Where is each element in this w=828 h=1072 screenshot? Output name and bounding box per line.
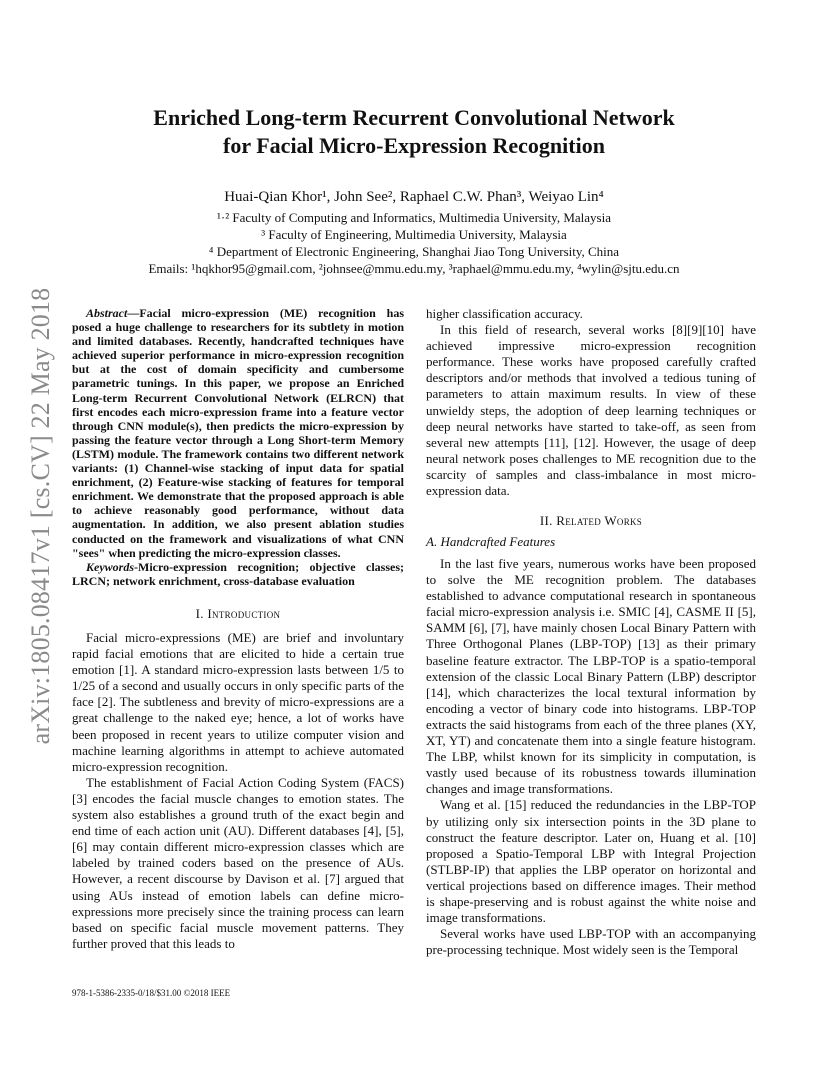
title-line-2: for Facial Micro-Expression Recognition (223, 133, 605, 158)
email-list: Emails: ¹hqkhor95@gmail.com, ²johnsee@mmu.edu.my, ³raphael@mmu.edu.my, ⁴wylin@sjtu.edu.cn (148, 261, 680, 276)
right-paragraph-1: In this field of research, several works [8][9][10] have achieved impressive micro-expression recognition performance. These works have proposed carefully crafted descriptors and/or methods that involved a tedious tuning of parameters to attain maximum results. In view of these unwieldy steps, the adoption of deep learning techniques or deep neural networks have started to take-off, as seen from several new attempts [11], [12]. However, the usage of deep neural network poses challenges to ME recognition due to the scarcity of samples and class-imbalance in most micro-expression data. (426, 322, 756, 499)
abstract-body: —Facial micro-expression (ME) recognition has posed a huge challenge to researchers for its subtlety in motion and limited databases. Recently, handcrafted techniques have achieved superior performance in micro-expression recognition but at the cost of domain specificity and cumbersome parametric tunings. In this paper, we propose an Enriched Long-term Recurrent Convolutional Network (ELRCN) that first encodes each micro-expression frame into a feature vector through CNN module(s), then predicts the micro-expression by passing the feature vector through a Long Short-term Memory (LSTM) module. The framework contains two different network variants: (1) Channel-wise stacking of input data for spatial enrichment, (2) Feature-wise stacking of features for temporal enrichment. We demonstrate that the proposed approach is able to achieve reasonably good performance, without data augmentation. In addition, we also present ablation studies conducted on the framework and visualizations of what CNN "sees" when predicting the micro-expression classes. (72, 306, 404, 560)
affiliation-3: ⁴ Department of Electronic Engineering, Shanghai Jiao Tong University, China (208, 244, 620, 259)
keywords-body: -Micro-expression recognition; objective classes; LRCN; network enrichment, cross-database evaluation (72, 560, 404, 589)
title-line-1: Enriched Long-term Recurrent Convolutional Network (153, 105, 675, 130)
abstract-lead: Abstract (86, 306, 128, 320)
section-heading-introduction: I. Introduction (195, 606, 281, 621)
copyright-footer: 978-1-5386-2335-0/18/$31.00 ©2018 IEEE (72, 988, 231, 998)
introduction-body (72, 630, 404, 952)
right-column-top (426, 306, 756, 499)
intro-paragraph-2: The establishment of Facial Action Coding System (FACS) [3] encodes the facial muscle changes to emotion states. The system also establishes a ground truth of the exact begin and end time of each action unit (AU). Different databases [4], [5], [6] may contain different micro-expression classes which are labeled by trained coders based on the presence of AUs. However, a recent discourse by Davison et al. [7] argued that using AUs instead of emotion labels can define micro-expressions more precisely since the training process can learn based on specific facial muscle movement patterns. They further proved that this leads to (72, 774, 404, 951)
section-heading-related-works: II. Related Works (539, 513, 643, 528)
keywords-lead: Keywords (86, 560, 134, 574)
paper-title (80, 104, 748, 160)
author-list: Huai-Qian Khor¹, John See², Raphael C.W. Phan³, Weiyao Lin⁴ (224, 189, 604, 205)
subsection-heading-handcrafted: A. Handcrafted Features (426, 534, 556, 549)
right-paragraph-2: In the last five years, numerous works have been proposed to solve the ME recognition problem. The databases established to advance computational research in spontaneous facial micro-expression analysis i.e. SMIC [4], CASME II [5], SAMM [6], [7], have mainly chosen Local Binary Pattern with Three Orthogonal Planes (LBP-TOP) [13] as their primary baseline feature extractor. The LBP-TOP is a spatio-temporal extension of the classic Local Binary Pattern (LBP) descriptor [14], which characterizes the local textural information by encoding a vector of binary code into histograms. LBP-TOP extracts the said histograms from each of the three planes (XY, XT, YT) and concatenate them into a single feature histogram. The LBP, whilst known for its simplicity in computation, is vastly used because of its robustness towards illumination changes and image transformations. (426, 556, 756, 797)
affiliation-2: ³ Faculty of Engineering, Multimedia University, Malaysia (261, 227, 567, 242)
right-paragraph-0: higher classification accuracy. (426, 306, 583, 321)
affiliation-1: ¹·² Faculty of Computing and Informatics, Multimedia University, Malaysia (217, 210, 611, 225)
right-paragraph-3: Wang et al. [15] reduced the redundancies in the LBP-TOP by utilizing only six intersection points in the 3D plane to construct the feature descriptor. Later on, Huang et al. [10] proposed a Spatio-Temporal LBP with Integral Projection (STLBP-IP) that applies the LBP operator on horizontal and vertical projections based on difference images. Their method is shape-preserving and is robust against the white noise and image transformations. (426, 797, 756, 926)
abstract (72, 306, 404, 560)
arxiv-stamp-text: arXiv:1805.08417v1 [cs.CV] 22 May 2018 (26, 287, 55, 745)
intro-paragraph-1: Facial micro-expressions (ME) are brief and involuntary rapid facial emotions that are elicited to hide a certain true emotion [1]. A standard micro-expression lasts between 1/5 to 1/25 of a second and usually occurs in only specific parts of the face [2]. The subtleness and brevity of micro-expressions are a great challenge to the naked eye; hence, a lot of works have been proposed in recent years to utilize computer vision and machine learning algorithms in attempt to achieve automated micro-expression recognition. (72, 630, 404, 774)
arxiv-stamp (24, 276, 58, 756)
right-paragraph-4: Several works have used LBP-TOP with an accompanying pre-processing technique. Most widely seen is the Temporal (426, 926, 756, 958)
related-works-body (426, 556, 756, 958)
keywords (72, 560, 404, 588)
